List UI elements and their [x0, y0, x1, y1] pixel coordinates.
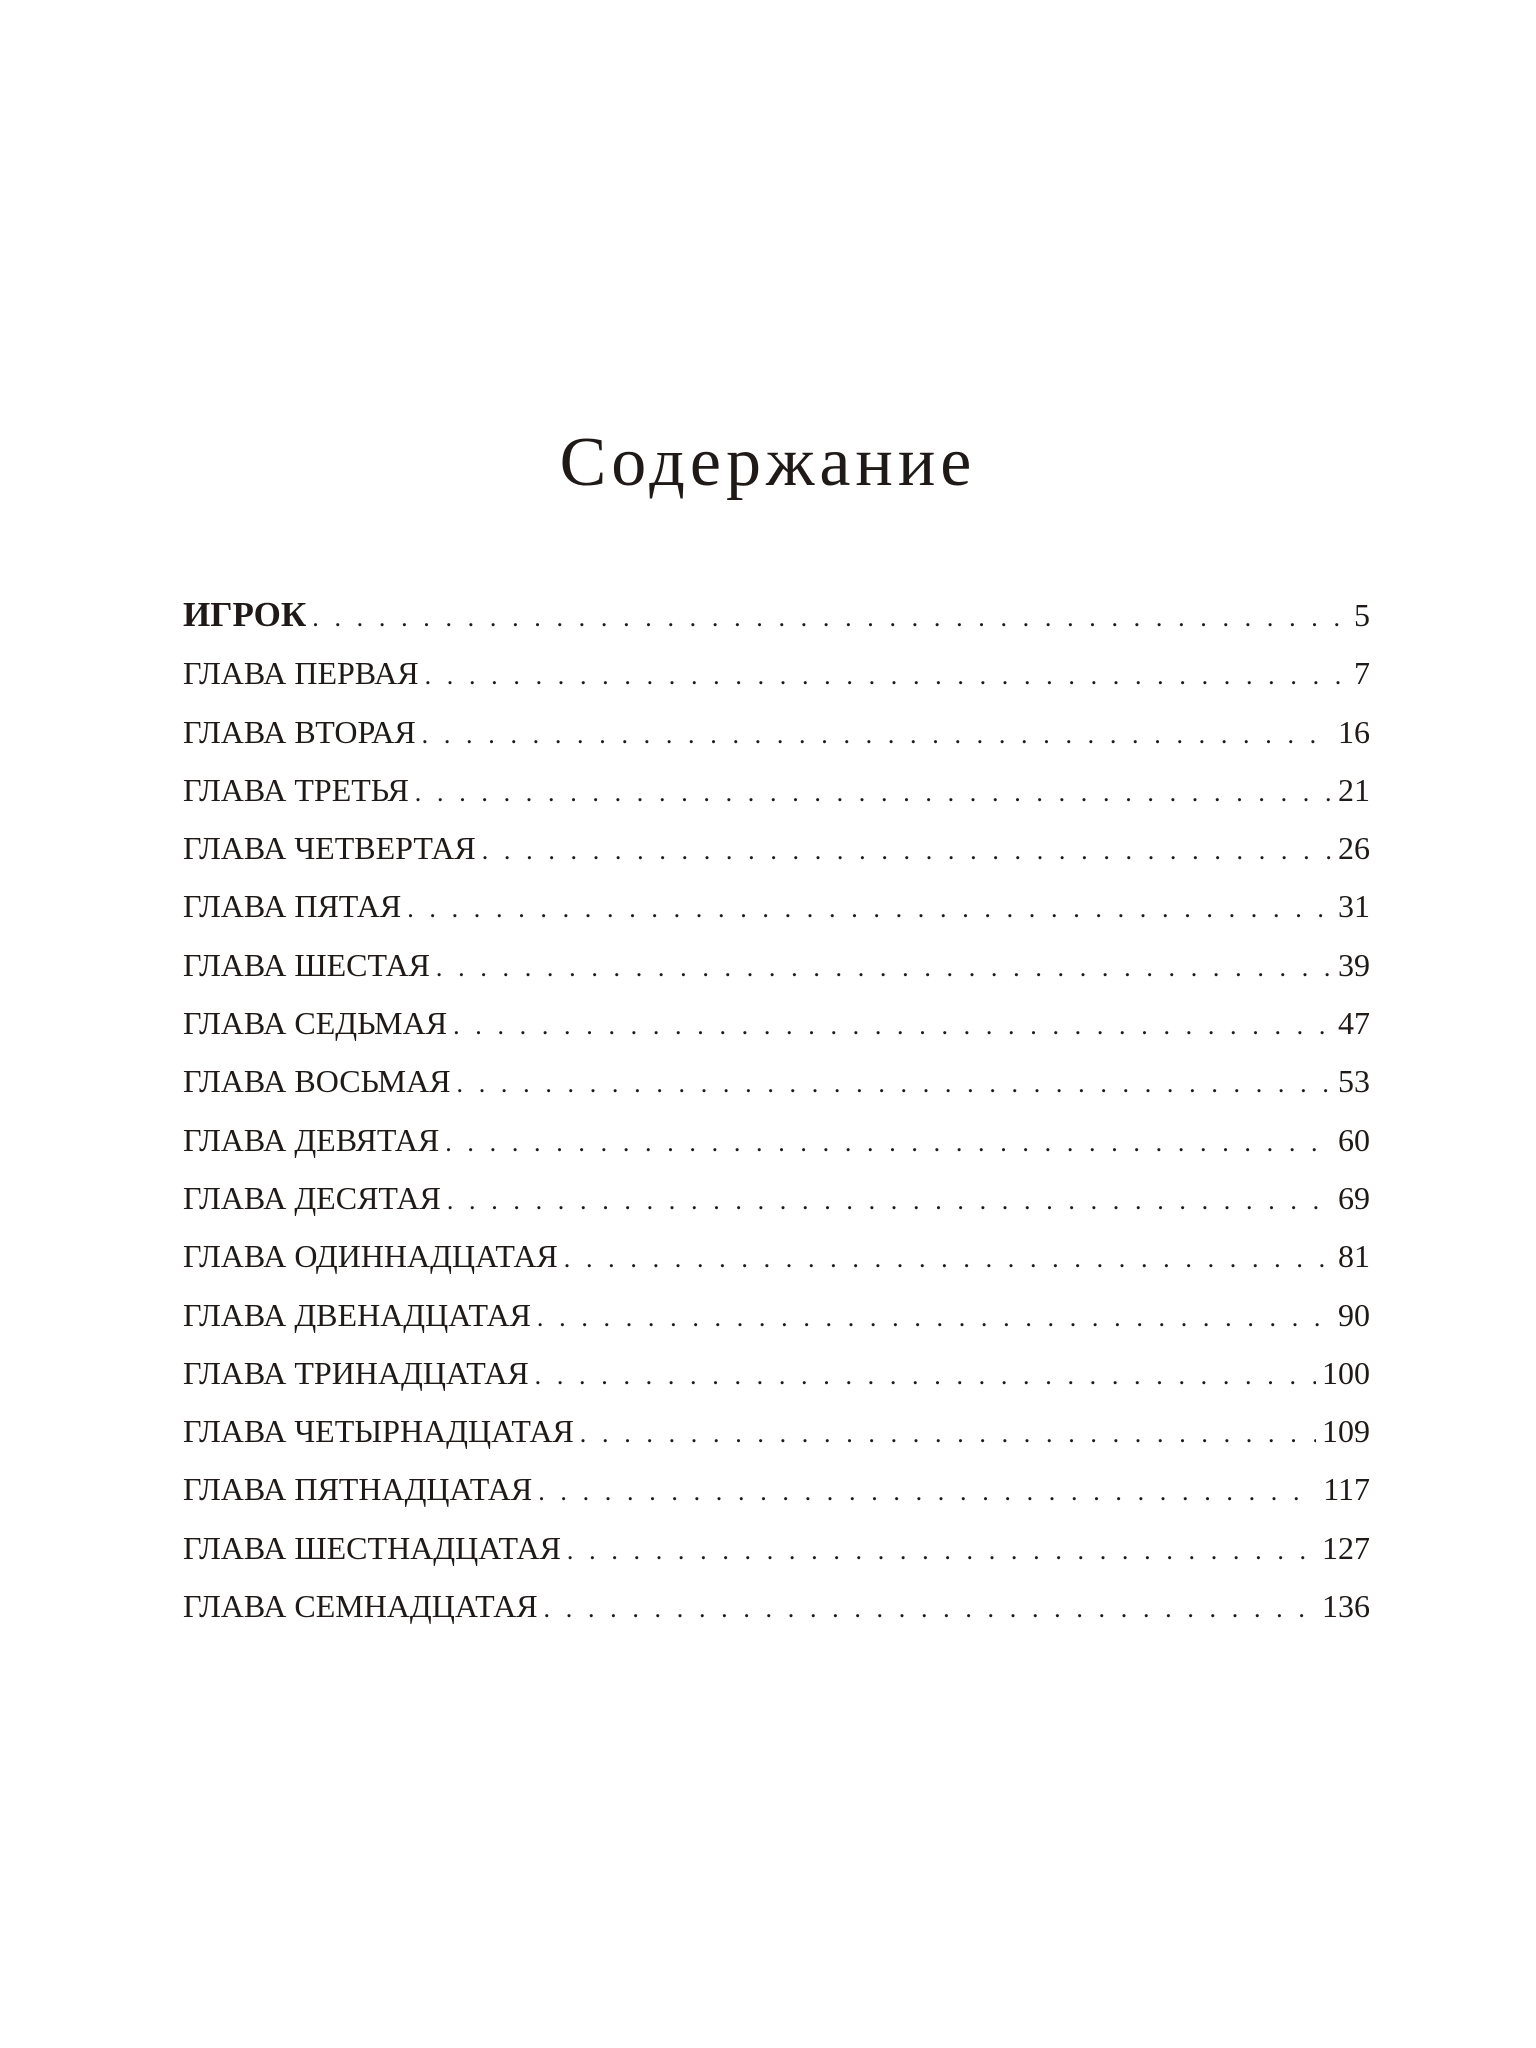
toc-entry[interactable] [183, 1169, 1370, 1227]
toc-entry[interactable] [183, 1577, 1370, 1635]
toc-entry[interactable] [183, 1111, 1370, 1169]
toc-entry-page-number: 39 [1338, 946, 1370, 983]
toc-entry-title: ГЛАВА СЕДЬМАЯ [183, 1005, 448, 1042]
dot-leader [535, 1347, 1316, 1405]
dot-leader [312, 589, 1348, 647]
toc-entry-page-number: 26 [1338, 830, 1370, 867]
toc-entry-title: ГЛАВА ШЕСТАЯ [183, 946, 430, 983]
dot-leader [537, 1289, 1332, 1347]
dot-leader [580, 1405, 1316, 1463]
toc-entry-part[interactable] [183, 586, 1370, 644]
toc-entry[interactable] [183, 1519, 1370, 1577]
toc-entry-title: ИГРОК [183, 595, 307, 634]
toc-entry-page-number: 47 [1338, 1005, 1370, 1042]
dot-leader [564, 1230, 1332, 1288]
page-title: Содержание [559, 424, 977, 501]
toc-entry[interactable] [183, 1286, 1370, 1344]
toc-entry[interactable] [183, 819, 1370, 877]
dot-leader [544, 1580, 1316, 1638]
toc-entry-title: ГЛАВА СЕМНАДЦАТАЯ [183, 1588, 538, 1625]
toc-entry-page-number: 7 [1354, 655, 1370, 692]
toc-entry[interactable] [183, 994, 1370, 1052]
dot-leader [422, 706, 1332, 764]
toc-entry-page-number: 81 [1338, 1238, 1370, 1275]
toc-entry-page-number: 16 [1338, 713, 1370, 750]
toc-entry-title: ГЛАВА ПЯТАЯ [183, 888, 402, 925]
toc-entry[interactable] [183, 1052, 1370, 1110]
toc-entry[interactable] [183, 1402, 1370, 1460]
toc-entry-title: ГЛАВА ВТОРАЯ [183, 713, 416, 750]
toc-entry-title: ГЛАВА ТРЕТЬЯ [183, 771, 409, 808]
dot-leader [482, 822, 1332, 880]
toc-entry[interactable] [183, 703, 1370, 761]
toc-entry-page-number: 136 [1322, 1588, 1370, 1625]
toc-entry-title: ГЛАВА ШЕСТНАДЦАТАЯ [183, 1529, 561, 1566]
toc-entry[interactable] [183, 1460, 1370, 1518]
toc-entry-title: ГЛАВА ДЕСЯТАЯ [183, 1179, 441, 1216]
dot-leader [447, 1172, 1332, 1230]
toc-entry-title: ГЛАВА ЧЕТЫРНАДЦАТАЯ [183, 1413, 574, 1450]
toc-entry-title: ГЛАВА ТРИНАДЦАТАЯ [183, 1354, 529, 1391]
dot-leader [425, 647, 1348, 705]
toc-entry-page-number: 60 [1338, 1121, 1370, 1158]
toc-entry-title: ГЛАВА ВОСЬМАЯ [183, 1063, 451, 1100]
toc-entry[interactable] [183, 644, 1370, 702]
toc-entry[interactable] [183, 761, 1370, 819]
toc-entry-page-number: 117 [1323, 1471, 1370, 1508]
toc-entry[interactable] [183, 877, 1370, 935]
toc-entry-title: ГЛАВА ПЕРВАЯ [183, 655, 419, 692]
table-of-contents [183, 586, 1370, 1635]
dot-leader [538, 1463, 1317, 1521]
toc-entry-page-number: 5 [1354, 597, 1370, 633]
dot-leader [567, 1522, 1316, 1580]
toc-entry-page-number: 127 [1322, 1529, 1370, 1566]
dot-leader [407, 880, 1332, 938]
toc-entry-title: ГЛАВА ПЯТНАДЦАТАЯ [183, 1471, 533, 1508]
dot-leader [436, 939, 1332, 997]
toc-entry-page-number: 31 [1338, 888, 1370, 925]
toc-entry[interactable] [183, 936, 1370, 994]
toc-entry-title: ГЛАВА ДЕВЯТАЯ [183, 1121, 440, 1158]
toc-entry-title: ГЛАВА ЧЕТВЕРТАЯ [183, 830, 476, 867]
toc-entry[interactable] [183, 1344, 1370, 1402]
toc-entry-title: ГЛАВА ДВЕНАДЦАТАЯ [183, 1296, 531, 1333]
toc-entry-page-number: 69 [1338, 1179, 1370, 1216]
dot-leader [457, 1055, 1332, 1113]
dot-leader [415, 764, 1332, 822]
toc-entry-title: ГЛАВА ОДИННАДЦАТАЯ [183, 1238, 558, 1275]
toc-entry-page-number: 109 [1322, 1413, 1370, 1450]
toc-entry-page-number: 53 [1338, 1063, 1370, 1100]
toc-entry-page-number: 100 [1322, 1354, 1370, 1391]
dot-leader [445, 1114, 1332, 1172]
toc-entry-page-number: 90 [1338, 1296, 1370, 1333]
toc-entry-page-number: 21 [1338, 771, 1370, 808]
toc-entry[interactable] [183, 1227, 1370, 1285]
dot-leader [453, 997, 1332, 1055]
